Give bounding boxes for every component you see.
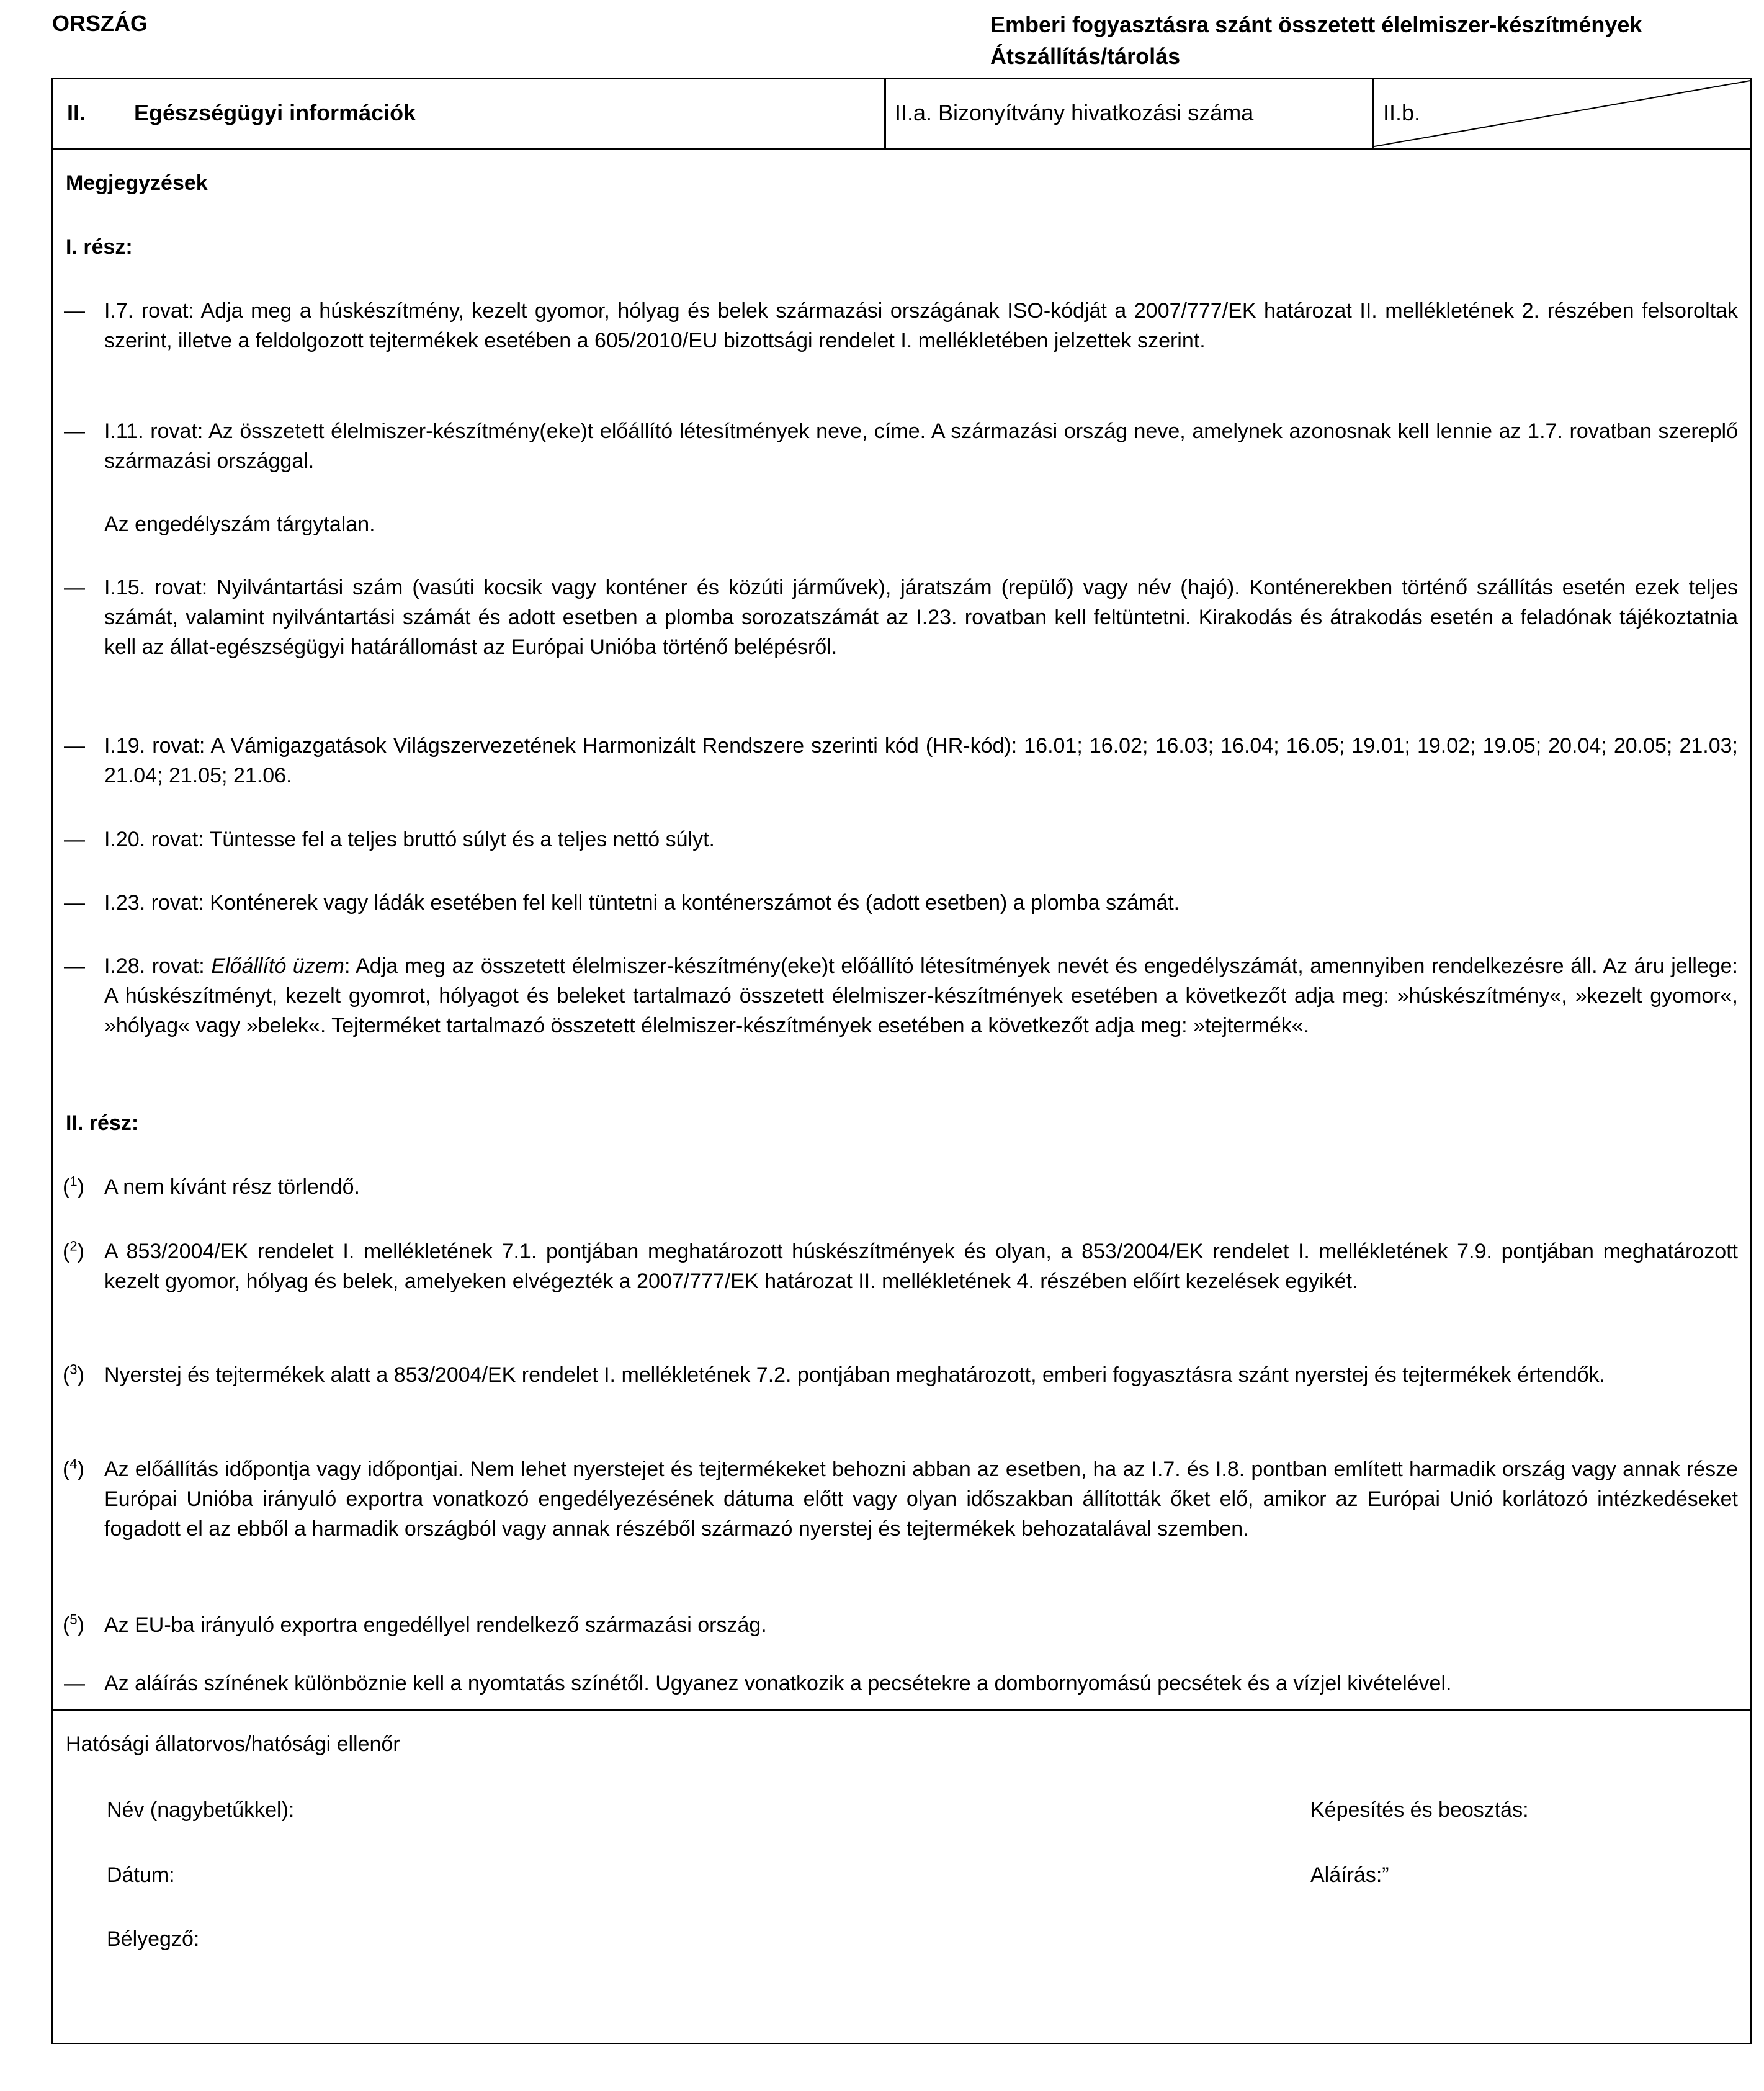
title-line-1: Emberi fogyasztásra szánt összetett élelmiszer-készítmények — [990, 12, 1642, 37]
notes-heading: Megjegyzések — [66, 171, 208, 195]
bullet-dash: — — [64, 954, 85, 978]
bullet-dash: — — [64, 828, 85, 851]
footnote-5: Az EU-ba irányuló exportra engedéllyel rendelkező származási ország. — [104, 1613, 767, 1637]
footnote-4: Az előállítás időpontja vagy időpontjai. Nem lehet nyerstejet és tejtermékeket behozni abban az esetben, ha az I.7. és I.8. pontban említett harmadik ország vagy annak része Európai Unióba irányuló exportra vonatkozó engedélyezésének dátuma előtt vagy olyan időszakban állították őket elő, amikor az Európai Unió korlátozó intézkedéseket fogadott el az ebből a harmadik országból vagy annak részéből származó nyerstej és tejtermékek behozatalával szemben. — [104, 1457, 1738, 1541]
notes-section — [53, 150, 1750, 1711]
bullet-dash: — — [64, 576, 85, 599]
note-i20: I.20. rovat: Tüntesse fel a teljes bruttó súlyt és a teljes nettó súlyt. — [104, 828, 715, 851]
document-title — [990, 9, 1753, 72]
note-i15: I.15. rovat: Nyilvántartási szám (vasúti kocsik vagy konténer és közúti járművek), járatszám (repülő) vagy név (hajó). Konténerekben történő szállítás esetén ezek teljes számát, valamint nyilvántartási számát és adott esetben a plomba sorozatszámát az I.23. rovatban kell feltüntetni. Kirakodás és átrakodás esetén a feladónak tájékoztatnia kell az állat-egészségügyi határállomást az Európai Unióba történő belépésről. — [104, 576, 1738, 659]
reference-number-cell — [886, 79, 1374, 148]
note-i28-italic: Előállító üzem — [211, 954, 344, 978]
bullet-dash: — — [64, 734, 85, 758]
footnote-marker-3: ($^3$) — [63, 1361, 84, 1387]
note-i23: I.23. rovat: Konténerek vagy ládák esetében fel kell tüntetni a konténerszámot és (adott esetben) a plomba számát. — [104, 891, 1180, 915]
date-label: Dátum: — [107, 1863, 175, 1887]
note-i19: I.19. rovat: A Vámigazgatások Világszervezetének Harmonizált Rendszere szerinti kód (HR-kód): 16.01; 16.02; 16.03; 16.04; 16.05; 19.01; 19.02; 19.05; 20.04; 20.05; 21.03; 21.04; 21.05; 21.06. — [104, 734, 1738, 787]
section-ii-title-cell — [53, 79, 886, 148]
title-line-2: Átszállítás/tárolás — [990, 43, 1181, 69]
footnote-marker-4: ($^4$) — [63, 1456, 84, 1481]
diagonal-strike-line — [1374, 79, 1750, 148]
country-label: ORSZÁG — [52, 11, 148, 36]
reference-number-label: II.a. Bizonyítvány hivatkozási száma — [895, 100, 1254, 125]
signature-block — [53, 1711, 1750, 2044]
signatory-heading: Hatósági állatorvos/hatósági ellenőr — [66, 1732, 400, 1756]
name-label: Név (nagybetűkkel): — [107, 1798, 295, 1822]
bullet-dash: — — [64, 299, 85, 323]
part-2-heading: II. rész: — [66, 1111, 139, 1135]
note-i28 — [104, 951, 1738, 1041]
note-i11: I.11. rovat: Az összetett élelmiszer-készítmény(eke)t előállító létesítmények neve, címe. A származási ország neve, amelynek azonosnak kell lennie az 1.7. rovatban szereplő származási országgal. — [104, 419, 1738, 473]
bullet-dash: — — [64, 419, 85, 443]
footnote-1: A nem kívánt rész törlendő. — [104, 1175, 360, 1199]
footnote-2: A 853/2004/EK rendelet I. mellékletének 7.1. pontjában meghatározott húskészítmények és olyan, a 853/2004/EK rendelet I. mellékletének 7.9. pontjában meghatározott kezelt gyomor, hólyag és belek, amelyeken elvégezték a 2007/777/EK határozat II. mellékletének 4. részében előírt kezelések egyikét. — [104, 1240, 1738, 1293]
iib-label: II.b. — [1383, 100, 1421, 125]
note-i28-rest: : Adja meg az összetett élelmiszer-készítmény(eke)t előállító létesítmények nevét és engedélyszámát, amennyiben rendelkezésre áll. Az áru jellege: A húskészítményt, kezelt gyomrot, hólyagot és beleket tartalmazó összetett élelmiszer-készítmények esetében a következőt adja meg: »húskészítmény«, »kezelt gyomor«, »hólyag« vagy »belek«. Tejterméket tartalmazó összetett élelmiszer-készítmények esetében a következőt adja meg: »tejtermék«. — [104, 954, 1738, 1037]
footnote-marker-5: ($^5$) — [63, 1611, 84, 1637]
stamp-label: Bélyegző: — [107, 1927, 200, 1951]
note-i28-prefix: I.28. rovat: — [104, 954, 212, 978]
certificate-frame — [51, 78, 1752, 2044]
note-i7: I.7. rovat: Adja meg a húskészítmény, kezelt gyomor, hólyag és belek származási országának ISO-kódját a 2007/777/EK határozat II. mellékletének 2. részében felsoroltak szerint, illetve a feldolgozott tejtermékek esetében a 605/2010/EU bizottsági rendelet I. mellékletében jelzettek szerint. — [104, 299, 1738, 352]
section-ii-header-row — [53, 79, 1750, 150]
footnote-marker-1: ($^1$) — [63, 1173, 84, 1199]
footnote-marker-2: ($^2$) — [63, 1238, 84, 1263]
section-ii-label: Egészségügyi információk — [134, 100, 416, 125]
qualification-label: Képesítés és beosztás: — [1310, 1798, 1529, 1822]
signature-colour-note: Az aláírás színének különböznie kell a nyomtatás színétől. Ugyanez vonatkozik a pecsétekre a dombornyomású pecsétek és a vízjel kivételével. — [104, 1672, 1452, 1695]
footnote-3: Nyerstej és tejtermékek alatt a 853/2004/EK rendelet I. mellékletének 7.2. pontjában meghatározott, emberi fogyasztásra szánt nyerstej és tejtermékek értendők. — [104, 1363, 1606, 1387]
part-1-heading: I. rész: — [66, 235, 133, 259]
section-ii-number: II. — [67, 100, 86, 125]
note-i11-approval: Az engedélyszám tárgytalan. — [104, 513, 375, 536]
signature-label: Aláírás:” — [1310, 1863, 1389, 1887]
iib-cell — [1374, 79, 1750, 148]
bullet-dash: — — [64, 1672, 85, 1695]
bullet-dash: — — [64, 891, 85, 915]
